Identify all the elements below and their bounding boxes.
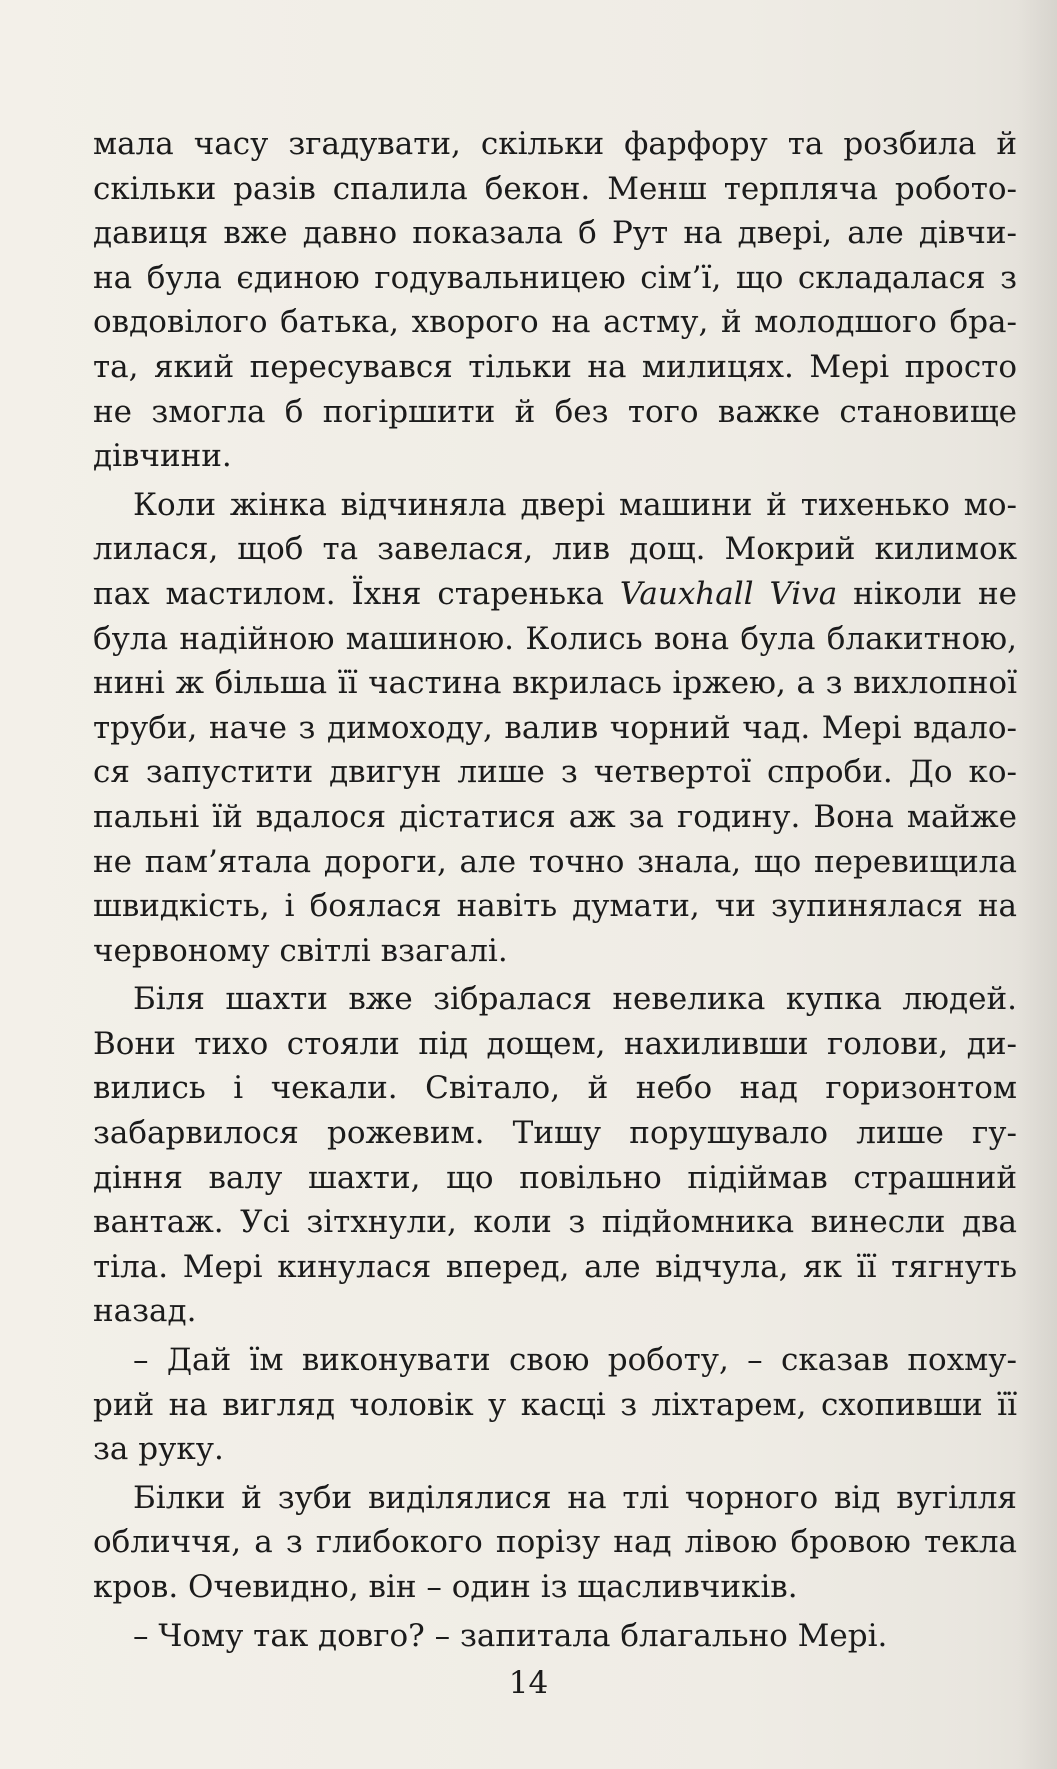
text-line: червоному світлі взагалі. [93, 932, 508, 969]
text-line: кров. Очевидно, він – один із щасливчиків. [93, 1569, 798, 1605]
text-line: Біля шахти вже зібралася невелика купка людей. [133, 981, 1017, 1018]
page-number: 14 [508, 1665, 549, 1701]
text-line: назад. [93, 1293, 197, 1330]
text-line: овдовілого батька, хворого на астму, й молодшого бра- [93, 304, 1017, 341]
text-line: була надійною машиною. Колись вона була блакитною, [93, 620, 1017, 657]
paragraph-6-dialogue [93, 1614, 1017, 1659]
text-line: скільки разів спалила бекон. Менш терпляча робото- [93, 170, 1017, 207]
text-line: Вони тихо стояли під дощем, нахиливши голови, ди- [93, 1025, 1017, 1062]
paragraph-4-dialogue [93, 1338, 1017, 1472]
paragraph-1 [93, 122, 1017, 479]
text-line: на була єдиною годувальницею сім’ї, що складалася з [93, 259, 1017, 296]
text-line: лилася, щоб та завелася, лив дощ. Мокрий килимок [93, 531, 1017, 568]
car-model-italic: Vauxhall Viva [619, 575, 838, 612]
text-line: Білки й зуби виділялися на тлі чорного від вугілля [133, 1479, 1017, 1516]
text-segment: ніколи не [853, 575, 1018, 612]
text-line: не змогла б погіршити й без того важке становище [93, 393, 1017, 430]
text-line: та, який пересувався тільки на милицях. Мері просто [93, 348, 1017, 385]
text-line: дівчини. [93, 438, 232, 475]
text-line: обличчя, а з глибокого порізу над лівою бровою текла [93, 1524, 1017, 1561]
text-line: рий на вигляд чоловік у касці з ліхтарем, схопивши її [93, 1386, 1017, 1423]
text-line: нині ж більша її частина вкрилась іржею, а з вихлопної [93, 665, 1017, 702]
text-line: давиця вже давно показала б Рут на двері, але дівчи- [93, 215, 1017, 252]
text-line: швидкість, і боялася навіть думати, чи зупинялася на [93, 888, 1017, 925]
dialogue-line: – Чому так довго? – запитала благально Мері. [133, 1617, 888, 1654]
text-line: не пам’ятала дороги, але точно знала, що перевищила [93, 843, 1017, 880]
text-segment: пах мастилом. Їхня старенька [93, 575, 604, 612]
text-line: вились і чекали. Світало, й небо над горизонтом [93, 1070, 1017, 1107]
text-line: пальні їй вдалося дістатися аж за годину. Вона майже [93, 798, 1017, 835]
text-line: труби, наче з димоходу, валив чорний чад. Мері вдало- [93, 709, 1017, 746]
text-line: забарвилося рожевим. Тишу порушувало лише гу- [93, 1115, 1017, 1152]
text-line: вантаж. Усі зітхнули, коли з підйомника винесли два [93, 1204, 1017, 1241]
paragraph-3 [93, 977, 1017, 1334]
page-edge-shadow [1017, 0, 1057, 1769]
text-line: ся запустити двигун лише з четвертої спроби. До ко- [93, 754, 1017, 791]
text-line: тіла. Мері кинулася вперед, але відчула, як її тягнуть [93, 1248, 1017, 1285]
body-text [93, 122, 1017, 1662]
dialogue-line: – Дай їм виконувати свою роботу, – сказав похму- [133, 1342, 1017, 1379]
text-line: мала часу згадувати, скільки фарфору та розбила й [93, 126, 1017, 162]
paragraph-2 [93, 483, 1017, 974]
text-line: Коли жінка відчиняла двері машини й тихенько мо- [133, 486, 1017, 523]
text-line: за руку. [93, 1431, 224, 1468]
paragraph-5 [93, 1476, 1017, 1610]
text-line-with-italic [93, 572, 1017, 617]
text-line: діння валу шахти, що повільно підіймав страшний [93, 1159, 1017, 1196]
